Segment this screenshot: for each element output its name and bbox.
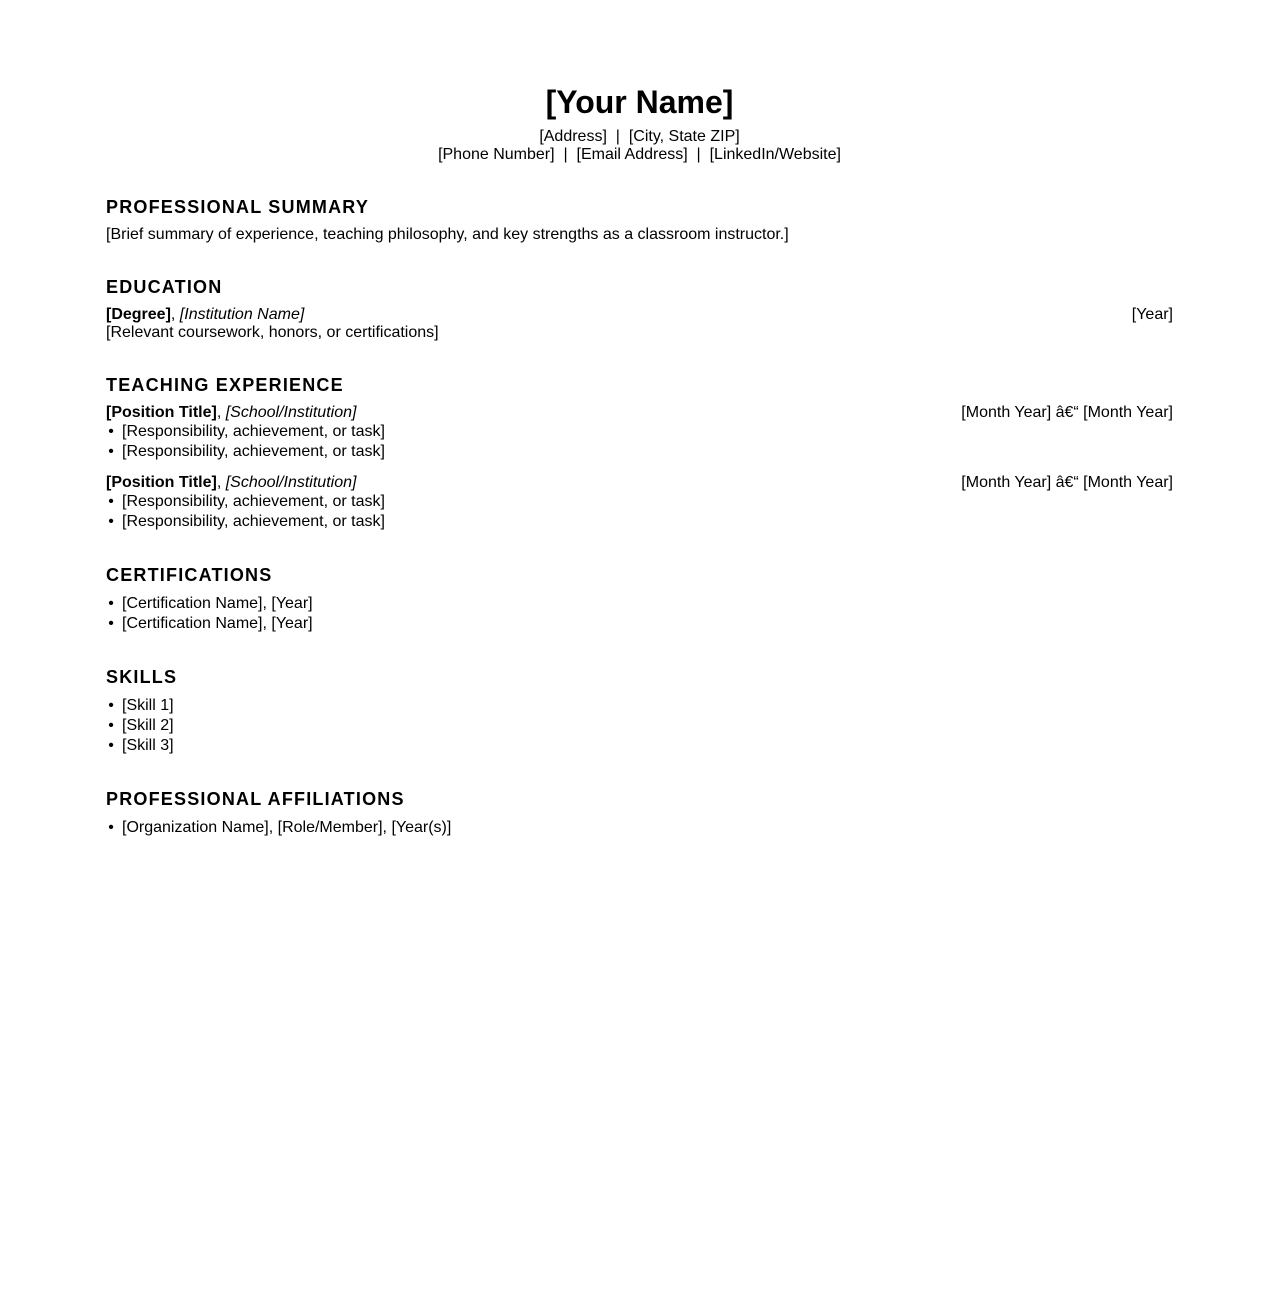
list-item [108, 512, 1173, 532]
resume-content [106, 84, 1173, 838]
contact-address-line: [Address] | [City, State ZIP] [539, 128, 740, 145]
separator: , [170, 306, 180, 323]
certification-text: [Certification Name], [Year] [122, 615, 313, 632]
experience-entry [106, 474, 1173, 532]
list-item [108, 818, 1173, 838]
skill-text: [Skill 2] [122, 717, 174, 734]
bullet-icon: • [108, 717, 114, 734]
education-details: [Relevant coursework, honors, or certifications] [106, 324, 439, 341]
education-section [106, 276, 1173, 342]
skill-text: [Skill 3] [122, 737, 174, 754]
separator: , [216, 404, 226, 421]
school-name: [School/Institution] [225, 404, 357, 421]
bullet-icon: • [108, 513, 114, 530]
list-item [108, 422, 1173, 442]
experience-dates: [Month Year] â€“ [Month Year] [961, 474, 1173, 491]
bullet-icon: • [108, 737, 114, 754]
list-item [108, 736, 1173, 756]
section-title: EDUCATION [106, 277, 223, 297]
professional-affiliations-section [106, 788, 1173, 838]
institution-name: [Institution Name] [179, 306, 305, 323]
certification-text: [Certification Name], [Year] [122, 595, 313, 612]
section-title: TEACHING EXPERIENCE [106, 375, 344, 395]
degree-institution [106, 306, 304, 324]
bullet-icon: • [108, 697, 114, 714]
skills-list [106, 696, 1173, 756]
responsibility-text: [Responsibility, achievement, or task] [122, 513, 385, 530]
teaching-experience-section [106, 374, 1173, 532]
section-title: SKILLS [106, 667, 178, 687]
position-school [106, 474, 356, 492]
list-item [108, 696, 1173, 716]
experience-entry-row [106, 474, 1173, 492]
list-item [108, 594, 1173, 614]
list-item [108, 614, 1173, 634]
affiliations-list [106, 818, 1173, 838]
list-item [108, 492, 1173, 512]
skill-text: [Skill 1] [122, 697, 174, 714]
position-title: [Position Title] [106, 404, 217, 421]
section-title: PROFESSIONAL SUMMARY [106, 197, 370, 217]
experience-entry-row [106, 404, 1173, 422]
separator: , [216, 474, 226, 491]
position-school [106, 404, 356, 422]
contact-info-line: [Phone Number] | [Email Address] | [LinkedIn/Website] [438, 146, 841, 163]
education-entry-row [106, 306, 1173, 324]
bullet-icon: • [108, 819, 114, 836]
resume-header [106, 84, 1173, 164]
certifications-list [106, 594, 1173, 634]
professional-summary-section [106, 196, 1173, 244]
summary-text: [Brief summary of experience, teaching philosophy, and key strengths as a classroom instructor.] [106, 226, 789, 243]
certifications-section [106, 564, 1173, 634]
bullet-icon: • [108, 443, 114, 460]
bullet-icon: • [108, 423, 114, 440]
experience-dates: [Month Year] â€“ [Month Year] [961, 404, 1173, 421]
school-name: [School/Institution] [225, 474, 357, 491]
responsibility-text: [Responsibility, achievement, or task] [122, 493, 385, 510]
candidate-name: [Your Name] [545, 84, 734, 120]
section-title: CERTIFICATIONS [106, 565, 273, 585]
list-item [108, 716, 1173, 736]
bullet-icon: • [108, 615, 114, 632]
responsibility-text: [Responsibility, achievement, or task] [122, 443, 385, 460]
section-title: PROFESSIONAL AFFILIATIONS [106, 789, 405, 809]
education-year: [Year] [1131, 306, 1173, 323]
bullet-icon: • [108, 493, 114, 510]
position-title: [Position Title] [106, 474, 217, 491]
bullet-icon: • [108, 595, 114, 612]
experience-entry [106, 404, 1173, 462]
affiliation-text: [Organization Name], [Role/Member], [Year(s)] [122, 819, 452, 836]
responsibility-list [106, 492, 1173, 532]
responsibility-text: [Responsibility, achievement, or task] [122, 423, 385, 440]
responsibility-list [106, 422, 1173, 462]
education-entry [106, 306, 1173, 342]
degree: [Degree] [106, 306, 171, 323]
skills-section [106, 666, 1173, 756]
list-item [108, 442, 1173, 462]
